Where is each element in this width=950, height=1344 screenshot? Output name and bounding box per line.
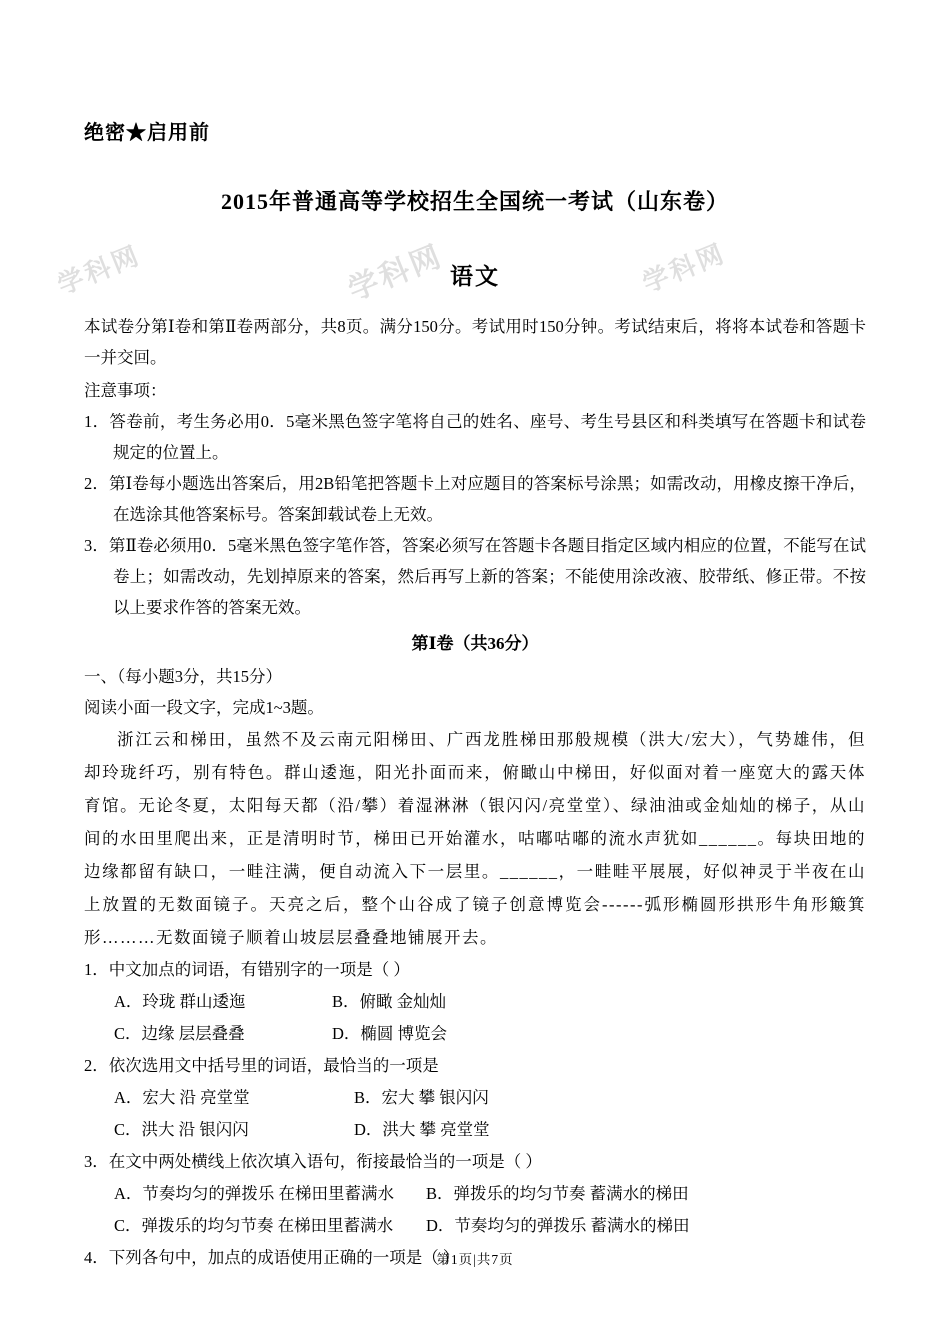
notice-title: 注意事项： [84,381,167,400]
question-1-stem: 1．中文加点的词语，有错别字的一项是（ ） [84,960,410,979]
option-3d: D．节奏均匀的弹拨乐 蓄满水的梯田 [426,1216,690,1235]
option-1c: C．边缘 层层叠叠 [114,1024,245,1043]
option-1b: B．俯瞰 金灿灿 [332,992,447,1011]
exam-intro-paragraph: 本试卷分第Ⅰ卷和第Ⅱ卷两部分，共8页。满分150分。考试用时150分钟。考试结束后，将将本试卷和答题卡一并交回。 [84,317,866,367]
classification-label: 绝密★启用前 [84,122,210,144]
notice-item-3: 3．第Ⅱ卷必须用0．5毫米黑色签字笔作答，答案必须写在答题卡各题目指定区域内相应的位置，不能写在试卷上；如需改动，先划掉原来的答案，然后再写上新的答案；不能使用涂改液、胶带纸、修正带。不按以上要求作答的答案无效。 [84,536,866,617]
section-title: 第Ⅰ卷（共36分） [411,634,539,653]
question-3-stem: 3．在文中两处横线上依次填入语句，衔接最恰当的一项是（ ） [84,1152,542,1171]
option-2a: A．宏大 沿 亮堂堂 [114,1088,250,1107]
part-title: 一、（每小题3分，共15分） [84,667,282,686]
notice-item-2: 2．第Ⅰ卷每小题选出答案后，用2B铅笔把答题卡上对应题目的答案标号涂黑；如需改动，用橡皮擦干净后，在选涂其他答案标号。答案卸载试卷上无效。 [84,474,866,524]
question-2-options-row-2 [84,1114,866,1146]
notice-item-1: 1．答卷前，考生务必用0．5毫米黑色签字笔将自己的姓名、座号、考生号县区和科类填写在答题卡和试卷规定的位置上。 [84,412,866,462]
option-1a: A．玲珑 群山逶迤 [114,992,246,1011]
option-2d: D．洪大 攀 亮堂堂 [354,1120,490,1139]
watermark-text: 学科网 [343,239,448,308]
question-3-options-row-1 [84,1178,866,1210]
option-1d: D．椭圆 博览会 [332,1024,448,1043]
reading-passage: 浙江云和梯田，虽然不及云南元阳梯田、广西龙胜梯田那般规模（洪大/宏大），气势雄伟，但却玲珑纤巧，别有特色。群山逶迤，阳光扑面而来，俯瞰山中梯田，好似面对着一座宽大的露天体育馆。无论冬夏，太阳每天都（沿/攀）着湿淋淋（银闪闪/亮堂堂）、绿油油或金灿灿的梯子，从山间的水田里爬出来，正是清明时节，梯田已开始灌水，咕嘟咕嘟的流水声犹如______。每块田地的边缘都留有缺口，一畦注满，便自动流入下一层里。______，一畦畦平展展，好似神灵于半夜在山上放置的无数面镜子。天亮之后，整个山谷成了镜子创意博览会------弧形椭圆形拱形牛角形簸箕形………无数面镜子顺着山坡层层叠叠地铺展开去。 [84,730,866,947]
watermark-text: 学科网 [53,240,146,301]
watermark-text: 学科网 [638,238,731,299]
exam-title: 2015年普通高等学校招生全国统一考试（山东卷） [220,189,729,214]
option-2c: C．洪大 沿 银闪闪 [114,1120,249,1139]
option-2b: B．宏大 攀 银闪闪 [354,1088,489,1107]
question-2-options-row-1 [84,1082,866,1114]
reading-instruction: 阅读小面一段文字，完成1~3题。 [84,698,324,717]
question-4-stem: 4．下列各句中，加点的成语使用正确的一项是（ ） [84,1248,460,1267]
question-2-stem: 2．依次选用文中括号里的词语，最恰当的一项是 [84,1056,439,1075]
question-3-options-row-2 [84,1210,866,1242]
question-1-options-row-2 [84,1018,866,1050]
page-footer: 第1页|共7页 [436,1252,514,1267]
option-3c: C．弹拨乐的均匀节奏 在梯田里蓄满水 [114,1216,394,1235]
subject-title: 语文 [450,264,500,289]
option-3b: B．弹拨乐的均匀节奏 蓄满水的梯田 [426,1184,689,1203]
question-1-options-row-1 [84,986,866,1018]
option-3a: A．节奏均匀的弹拨乐 在梯田里蓄满水 [114,1184,395,1203]
